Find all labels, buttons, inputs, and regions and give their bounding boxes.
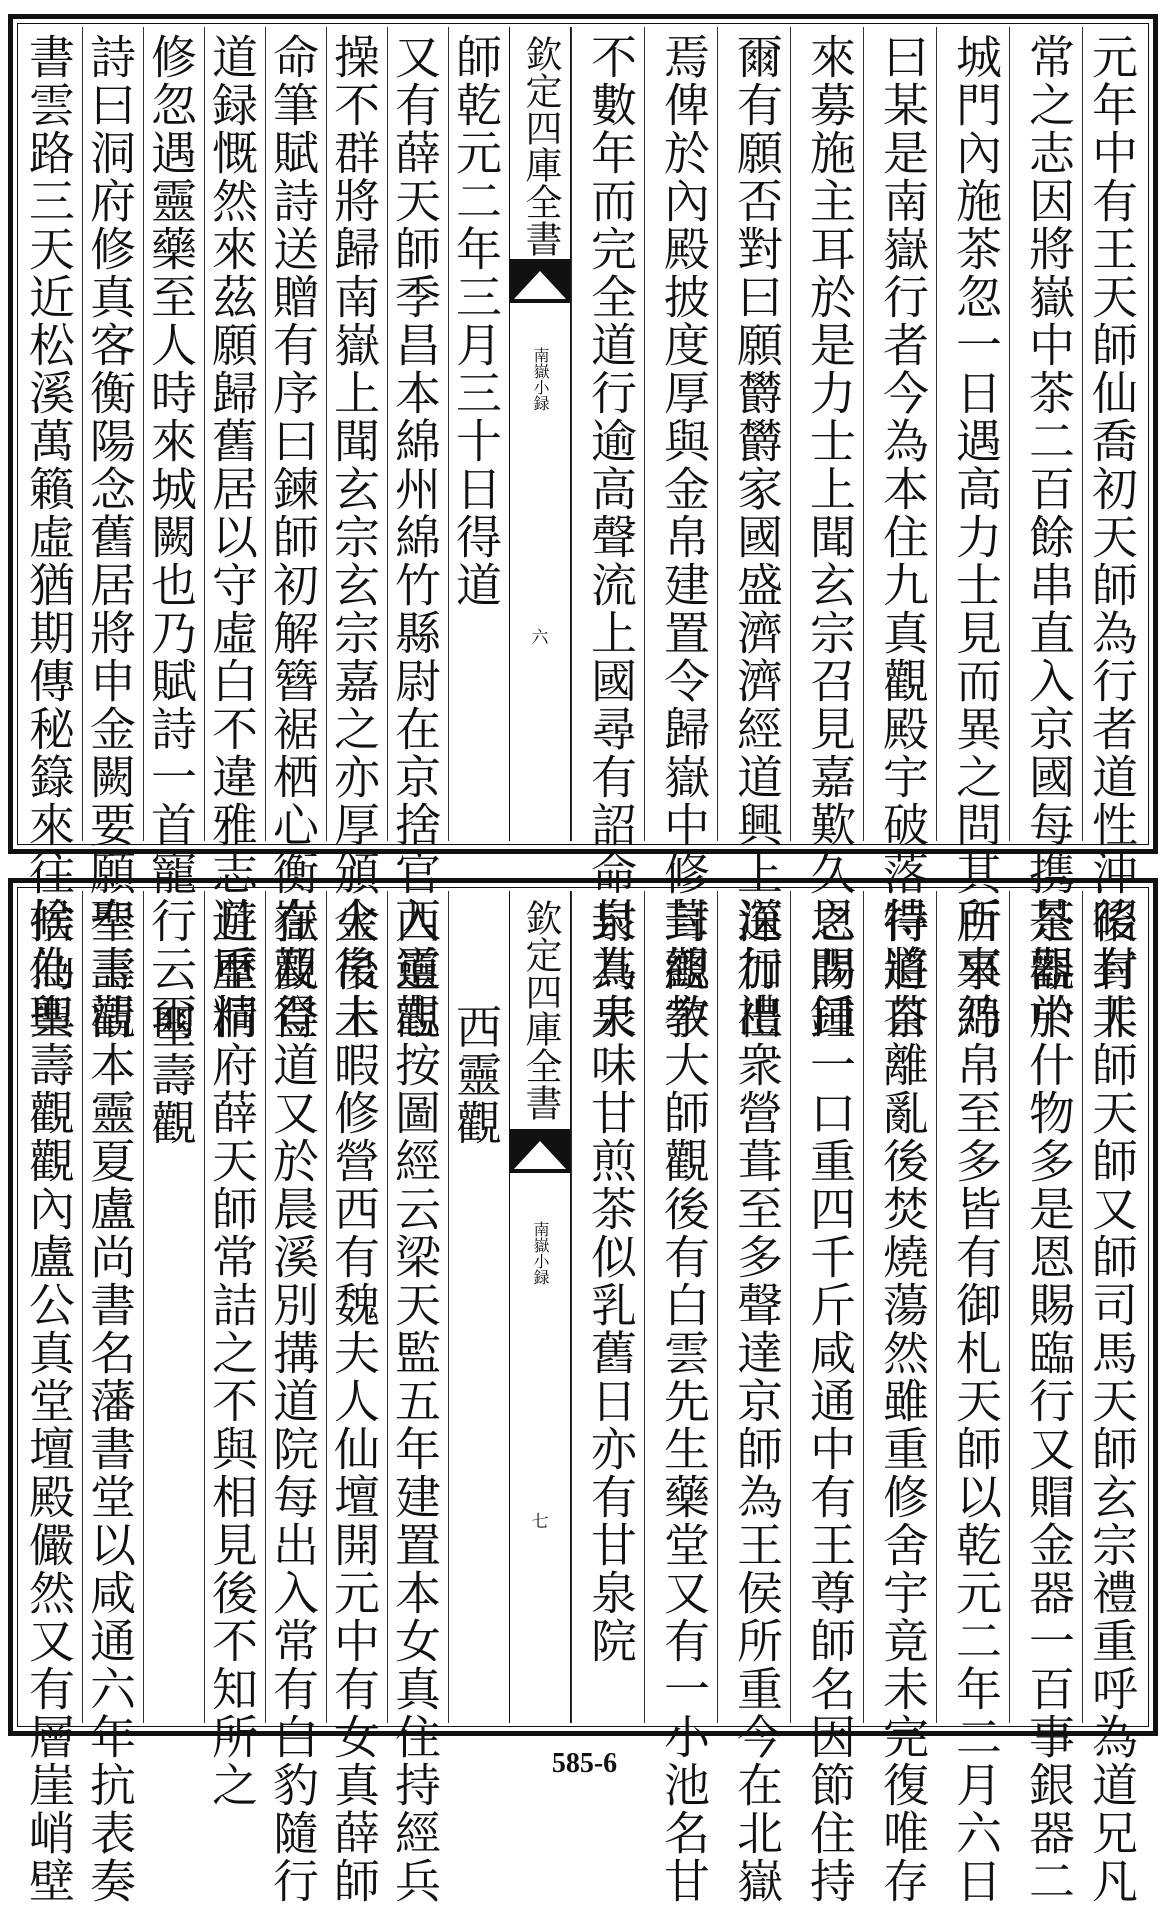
text-line: 遊歷洞府薛天師常詰之不與相見後不知所之 (205, 897, 259, 1809)
text-column (387, 27, 448, 1041)
text-line: 道行出衆營葺至多聲達京師為王侯所重今在北嶽 (730, 897, 784, 1905)
text-line: 操不群將歸南嶽上聞玄宗玄宗嘉之亦厚頒金帛上 (327, 33, 381, 1041)
text-column (387, 891, 448, 1905)
fish-tail-mark-icon (510, 1129, 570, 1173)
text-line: 泉其泉味甘煎茶似乳舊日亦有甘泉院 (584, 897, 638, 1665)
text-line: 百事綿帛至多皆有御札天師以乾元二年二月六日 (949, 897, 1003, 1905)
center-margin (509, 27, 571, 841)
text-column (21, 891, 82, 1905)
text-line: 命筆賦詩送贈有序曰鍊師初解簪裾栖心衡嶽及登 (266, 33, 320, 1041)
text-line: 修忽遇靈藥至人時來城闕也乃賦詩一首寵行云爾 (144, 33, 198, 1041)
text-line: 在觀得道又於晨溪別搆道院每出入常有白豹隨行 (266, 897, 320, 1905)
text-column (448, 27, 509, 841)
text-column (1009, 891, 1082, 1905)
text-column (1009, 27, 1082, 1041)
text-column (936, 891, 1009, 1905)
text-line: 西靈觀按圖經云梁天監五年建置本女真住持經兵 (388, 897, 442, 1905)
text-column (717, 891, 790, 1905)
text-line: 來募施主耳於是力士上聞玄宗召見嘉歎久之問曰 (803, 33, 857, 1041)
text-line: 又有薛天師季昌本綿州綿竹縣尉在京捨官入道志 (388, 33, 442, 1041)
book-title: 欽定四庫全書 (519, 899, 562, 1121)
text-column (717, 27, 790, 1041)
text-line: 曰某是南嶽行者今為本住九真觀殿宇破落特將茶 (876, 33, 930, 1041)
fish-tail-mark-icon (510, 259, 570, 303)
text-column (571, 891, 644, 1723)
text-column (265, 27, 326, 1041)
text-column (265, 891, 326, 1905)
text-column (82, 27, 143, 1041)
page-number: 六 (531, 628, 549, 648)
text-column (204, 27, 265, 1041)
text-line: 爾有願否對曰願欝欝家國盛濟濟經道興上深加禮 (730, 33, 784, 1041)
text-column (644, 891, 717, 1905)
text-column (1082, 27, 1145, 1041)
text-line: 聖壽觀本靈夏盧尚書名藩書堂以咸通六年抗表奏 (83, 897, 137, 1905)
text-column (863, 891, 936, 1905)
text-column (863, 27, 936, 1041)
text-line: 書雲路三天近松溪萬籟虛猶期傳秘籙來往候仙輿 (22, 33, 76, 1041)
text-line: 常之志因將嶽中茶二百餘串直入京國每携茶器於 (1022, 33, 1076, 1041)
text-line: 火後未暇修營西有魏夫人仙壇開元中有女真薛師 (327, 897, 381, 1905)
text-column (571, 27, 644, 1041)
text-line: 道録慨然來茲願歸舊居以守虛白不違雅志且重精 (205, 33, 259, 1041)
text-line: 不數年而完全道行逾高聲流上國尋有詔命封為天 (584, 33, 638, 1041)
text-line: 師乾元二年三月三十日得道 (449, 33, 503, 609)
text-line: 得道自離亂後焚燒蕩然雖重修舍宇竟未完復唯存 (876, 897, 930, 1905)
text-column (143, 891, 204, 1723)
text-column (1082, 891, 1145, 1905)
text-column (326, 891, 387, 1905)
text-line: 元年中有王天師仙喬初天師為行者道性沖昭有非 (1085, 33, 1139, 1041)
scan-page-number: 585-6 (551, 1748, 618, 1779)
page-number: 七 (531, 1512, 549, 1532)
text-column (936, 27, 1009, 1041)
text-column (21, 27, 82, 1041)
text-line: 後封天師天師又師司馬天師玄宗禮重呼為道兄凡 (1085, 897, 1139, 1905)
book-title: 欽定四庫全書 (519, 35, 562, 257)
text-column (790, 891, 863, 1905)
upper-page (8, 14, 1158, 1041)
text-line: 封總教大師觀後有白雲先生藥堂又有一小池名甘 (657, 897, 711, 1905)
text-line: 城門內施茶忽一日遇高力士見而異之問其所來乃 (949, 33, 1003, 1041)
text-line: 焉俾於內殿披度厚與金帛建置令歸嶽中修葺觀宇 (657, 33, 711, 1041)
text-column (204, 891, 265, 1809)
text-column (790, 27, 863, 1041)
text-line: 恩賜鍾一口重四千斤咸通中有王尊師名因節住持 (803, 897, 857, 1905)
center-margin (509, 891, 571, 1723)
book-subtitle: 南嶽小録 (531, 1221, 550, 1285)
text-column (644, 27, 717, 1041)
text-column (448, 891, 509, 1723)
text-column (326, 27, 387, 1041)
text-line: 捨為聖壽觀觀內盧公真堂壇殿儼然又有層崖峭壁 (22, 897, 76, 1905)
book-subtitle: 南嶽小録 (531, 347, 550, 411)
text-column (143, 27, 204, 1041)
text-column (82, 891, 143, 1905)
section-heading: 聖壽觀 (144, 1003, 198, 1147)
section-heading: 西靈觀 (449, 1003, 503, 1147)
text-line: 詩曰洞府修真客衡陽念舊居將申金闕要願奉玉清 (83, 33, 137, 1041)
text-line: 是觀中什物多是恩賜臨行又賵金器一百事銀器二 (1022, 897, 1076, 1905)
